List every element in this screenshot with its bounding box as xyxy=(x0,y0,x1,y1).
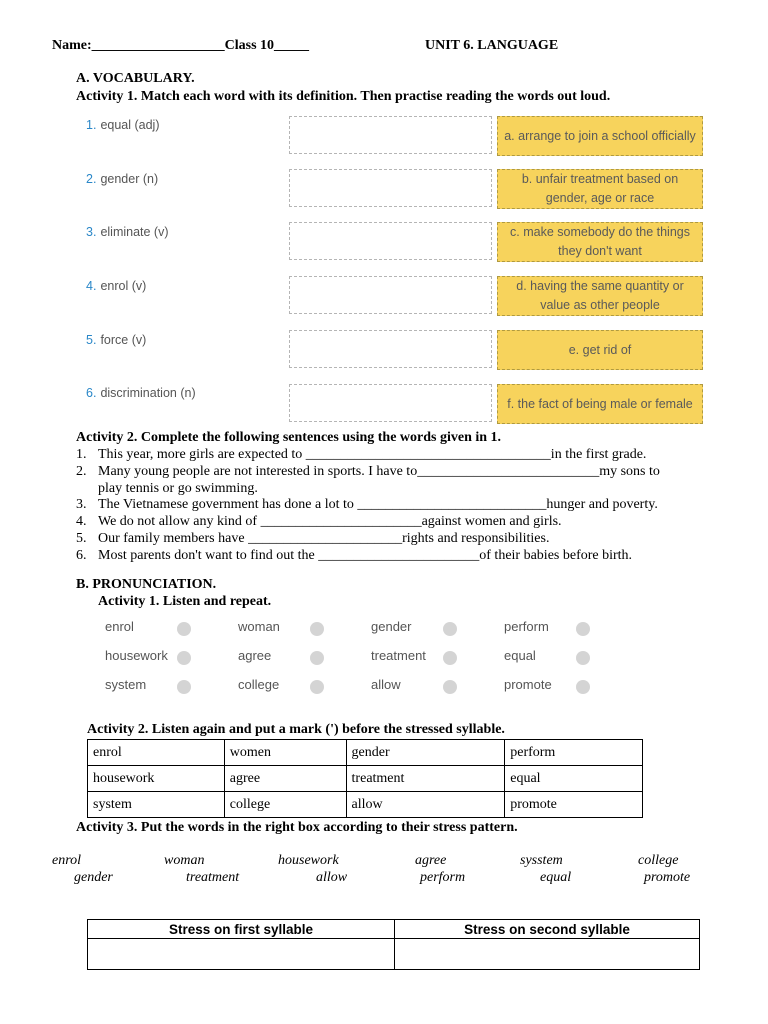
sentence-item: 3. The Vietnamese government has done a lot to ___________________________hunger and poverty. xyxy=(76,497,658,512)
scatter-word: college xyxy=(638,853,679,868)
scatter-word: perform xyxy=(420,870,466,885)
table-cell[interactable]: promote xyxy=(505,792,643,818)
listen-word: gender xyxy=(371,619,412,634)
answer-box[interactable] xyxy=(289,116,492,154)
scatter-word: agree xyxy=(415,853,447,868)
listen-word: enrol xyxy=(105,619,134,634)
speaker-icon[interactable] xyxy=(310,680,324,694)
table-cell[interactable]: agree xyxy=(224,766,346,792)
answer-box[interactable] xyxy=(289,169,492,207)
scatter-word: sysstem xyxy=(520,853,563,868)
first-syllable-answer-cell[interactable] xyxy=(88,939,395,970)
listen-word: agree xyxy=(238,648,272,663)
sentence-item: 2. Many young people are not interested in sports. I have to__________________________my sons to xyxy=(76,464,660,479)
second-syllable-answer-cell[interactable] xyxy=(395,939,700,970)
scatter-word: enrol xyxy=(52,853,82,868)
stress-mark-table xyxy=(87,739,643,818)
scatter-word: woman xyxy=(164,853,205,868)
definition-card[interactable]: c. make somebody do the things they don't want xyxy=(497,222,703,262)
table-cell[interactable]: gender xyxy=(346,740,505,766)
sentence-item: 6. Most parents don't want to find out the _______________________of their babies before birth. xyxy=(76,548,633,563)
answer-box[interactable] xyxy=(289,384,492,422)
listen-word: equal xyxy=(504,648,536,663)
answer-box[interactable] xyxy=(289,222,492,260)
speaker-icon[interactable] xyxy=(310,622,324,636)
speaker-icon[interactable] xyxy=(310,651,324,665)
table-cell[interactable]: women xyxy=(224,740,346,766)
table-cell[interactable]: treatment xyxy=(346,766,505,792)
scatter-word: promote xyxy=(644,870,691,885)
speaker-icon[interactable] xyxy=(576,622,590,636)
answer-box[interactable] xyxy=(289,330,492,368)
speaker-icon[interactable] xyxy=(443,651,457,665)
table-cell[interactable]: system xyxy=(88,792,225,818)
listen-word: promote xyxy=(504,677,552,692)
sentence-item: play tennis or go swimming. xyxy=(98,481,258,496)
speaker-icon[interactable] xyxy=(576,651,590,665)
pron-activity3-title: Activity 3. Put the words in the right box according to their stress pattern. xyxy=(76,820,518,835)
word-item: 6. discrimination (n) xyxy=(86,386,196,400)
listen-word: system xyxy=(105,677,147,692)
scatter-word: treatment xyxy=(186,870,240,885)
table-row xyxy=(88,939,700,970)
table-cell[interactable]: college xyxy=(224,792,346,818)
speaker-icon[interactable] xyxy=(177,622,191,636)
table-row xyxy=(88,920,700,939)
scatter-word: gender xyxy=(74,870,113,885)
answer-box[interactable] xyxy=(289,276,492,314)
listen-word: allow xyxy=(371,677,401,692)
definition-card[interactable]: a. arrange to join a school officially xyxy=(497,116,703,156)
listen-word: woman xyxy=(238,619,280,634)
pron-activity1-title: Activity 1. Listen and repeat. xyxy=(98,594,272,609)
name-class-line: Name:___________________Class 10_____ xyxy=(52,38,310,53)
speaker-icon[interactable] xyxy=(576,680,590,694)
section-b-title: B. PRONUNCIATION. xyxy=(76,577,217,592)
activity1-title: Activity 1. Match each word with its definition. Then practise reading the words out loud. xyxy=(76,89,611,104)
header-first-syllable: Stress on first syllable xyxy=(88,920,395,939)
word-item: 4. enrol (v) xyxy=(86,279,147,293)
table-cell[interactable]: perform xyxy=(505,740,643,766)
activity2-title: Activity 2. Complete the following sentences using the words given in 1. xyxy=(76,430,502,445)
sentence-item: 5. Our family members have ______________________rights and responsibilities. xyxy=(76,531,550,546)
table-cell[interactable]: enrol xyxy=(88,740,225,766)
definition-card[interactable]: b. unfair treatment based on gender, age or race xyxy=(497,169,703,209)
scatter-word: allow xyxy=(316,870,348,885)
scatter-word: housework xyxy=(278,853,339,868)
scatter-word: equal xyxy=(540,870,572,885)
definition-card[interactable]: f. the fact of being male or female xyxy=(497,384,703,424)
section-a-title: A. VOCABULARY. xyxy=(76,71,195,86)
speaker-icon[interactable] xyxy=(443,680,457,694)
unit-title: UNIT 6. LANGUAGE xyxy=(425,38,559,53)
table-row xyxy=(88,766,643,792)
table-row xyxy=(88,740,643,766)
listen-word: treatment xyxy=(371,648,426,663)
speaker-icon[interactable] xyxy=(177,651,191,665)
header-second-syllable: Stress on second syllable xyxy=(395,920,700,939)
table-row xyxy=(88,792,643,818)
listen-word: housework xyxy=(105,648,168,663)
sentence-item: 1. This year, more girls are expected to ___________________________________in the first grade. xyxy=(76,447,647,462)
table-cell[interactable]: allow xyxy=(346,792,505,818)
word-item: 2. gender (n) xyxy=(86,172,159,186)
table-cell[interactable]: housework xyxy=(88,766,225,792)
word-item: 3. eliminate (v) xyxy=(86,225,169,239)
definition-card[interactable]: e. get rid of xyxy=(497,330,703,370)
sentence-item: 4. We do not allow any kind of _______________________against women and girls. xyxy=(76,514,562,529)
definition-card[interactable]: d. having the same quantity or value as other people xyxy=(497,276,703,316)
stress-pattern-table xyxy=(87,919,700,970)
speaker-icon[interactable] xyxy=(177,680,191,694)
speaker-icon[interactable] xyxy=(443,622,457,636)
word-item: 5. force (v) xyxy=(86,333,147,347)
listen-word: college xyxy=(238,677,280,692)
pron-activity2-title: Activity 2. Listen again and put a mark (') before the stressed syllable. xyxy=(87,722,505,737)
table-cell[interactable]: equal xyxy=(505,766,643,792)
word-item: 1. equal (adj) xyxy=(86,118,160,132)
listen-word: perform xyxy=(504,619,549,634)
